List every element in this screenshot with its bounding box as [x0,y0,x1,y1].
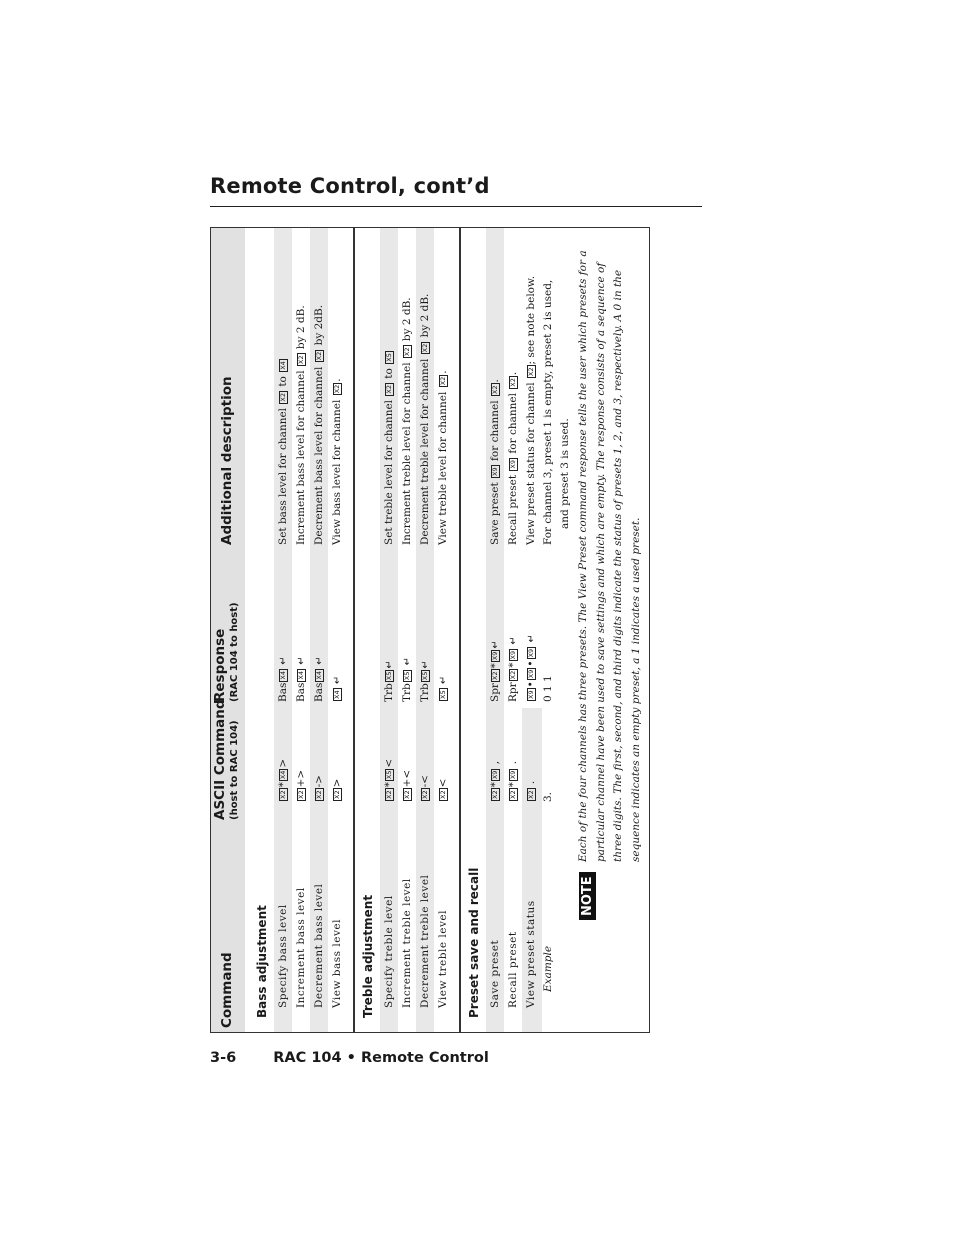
response-prefix: Trb [383,683,395,702]
section-divider [353,228,355,1032]
cell-description [416,294,434,545]
ascii-separator: * [489,782,501,788]
var-x2: X2 [403,347,411,357]
page-title: Remote Control, cont’d [210,174,490,198]
cell-ascii [522,781,540,802]
var-x2: X2 [509,378,517,387]
response-prefix: Trb [419,683,431,702]
ascii-terminator: -< [419,775,431,788]
description-text: Save preset [489,482,501,545]
cell-ascii [398,770,416,802]
header-response-sub: (RAC 104 to host) [229,602,240,702]
description-end: . [437,370,449,374]
description-end: ; see note below. [525,275,537,365]
response-separator: • [525,681,537,688]
cell-response [274,656,293,702]
table-row [398,228,416,1032]
var-x2: X2 [315,351,323,361]
return-icon: ↵ [490,640,501,649]
var-x2: X2 [491,790,499,799]
header-ascii-label: ASCII Command [212,699,228,820]
cell-description [328,378,346,545]
cell-command: Specify bass level [277,904,289,1008]
description-mid: to [383,368,395,379]
ascii-terminator: > [277,758,289,768]
header-description: Additional description [219,376,235,545]
description-text: Decrement bass level for channel [313,366,325,545]
cell-command: Decrement treble level [419,874,431,1008]
return-icon: ↵ [384,660,395,669]
cell-ascii [274,759,292,802]
description-end: . [331,378,343,382]
ascii-terminator: < [437,778,449,788]
var-x2: X2 [403,790,411,799]
note-badge: NOTE [579,872,596,920]
cell-command: View treble level [437,910,449,1008]
var-x5: X5 [403,671,411,681]
cell-response [434,676,453,702]
var-x4: X4 [297,671,305,680]
description-mid: to [277,376,289,387]
return-icon: ↵ [438,675,449,685]
cell-description [504,372,522,545]
description-text: Recall preset [507,474,519,545]
section-title-treble: Treble adjustment [361,894,375,1018]
cell-response [292,656,311,702]
cell-description [274,358,292,545]
cell-response [380,660,399,702]
description-text: Increment treble level for channel [401,362,413,545]
var-x2: X2 [279,790,287,799]
table-row [380,228,398,1032]
cell-description [486,379,504,545]
description-text: Set bass level for channel [277,407,289,545]
example-description-line-2: and preset 3 is used. [559,418,571,529]
cell-command: View bass level [331,919,343,1008]
var-x2: X2 [527,790,535,799]
var-x2: X2 [509,670,517,680]
return-icon: ↵ [296,656,307,665]
var-x2: X2 [315,790,323,799]
description-text: Decrement treble level for channel [419,358,431,545]
cell-ascii [380,759,398,802]
return-icon: ↵ [314,656,325,665]
ascii-separator: * [383,782,395,788]
table-row [504,228,522,1032]
cell-command: Recall preset [507,931,519,1008]
cell-description [292,305,310,545]
cell-description [380,350,398,545]
cell-ascii [486,761,504,802]
example-description-line-1: For channel 3, preset 1 is empty, preset 2 is used, [542,279,554,545]
table-header [211,228,245,1032]
ascii-terminator: . [525,780,537,785]
header-ascii [214,699,241,820]
var-x2: X2 [421,790,429,799]
var-x9: X9 [491,770,499,780]
cell-ascii [292,770,310,802]
response-separator: • [525,660,537,667]
description-text: Increment bass level for channel [295,370,307,545]
var-x4: X4 [315,671,323,680]
var-x9: X9 [509,459,517,469]
description-text: Set treble level for channel [383,399,395,545]
ascii-separator: * [507,782,519,788]
cell-ascii [434,779,452,802]
var-x4: X4 [279,361,287,370]
example-ascii: 3. [542,791,554,802]
note-text: Each of the four channels has three presets. The View Preset command response tells the user which presets for a particular channel have been used to save settings and which are empty. The response consists of a sequence of three digits. The first, second, and third digits indicate the status of presets 1, 2, and 3, respectively. A 0 in the sequence indicates an empty preset, a 1 indicates a used preset. [577,250,642,862]
var-x4: X4 [279,770,287,780]
description-end: by 2dB. [313,304,325,346]
cell-ascii [504,761,522,802]
cell-response [522,634,541,702]
table-row [328,228,346,1032]
ascii-terminator: . [507,760,519,765]
response-prefix: Bas [295,682,307,702]
page-footer [210,1050,489,1066]
description-text: View bass level for channel [331,399,343,545]
response-prefix: Rpr [507,682,519,702]
var-x9: X9 [527,669,535,679]
title-rule [210,206,702,207]
ascii-terminator: +> [295,769,307,788]
var-x2: X2 [439,790,447,799]
description-end: . [489,379,501,383]
ascii-terminator: > [331,778,343,788]
var-x5: X5 [439,690,447,699]
table-row [522,708,542,1032]
cell-command: Save preset [489,939,501,1008]
header-command: Command [219,952,235,1028]
cell-response [328,676,347,702]
cell-command: Specify treble level [383,895,395,1008]
description-mid: for channel [507,393,519,454]
var-x2: X2 [439,376,447,386]
return-icon: ↵ [332,675,343,685]
var-x2: X2 [279,393,287,402]
var-x9: X9 [491,467,499,476]
header-response [214,602,241,702]
cell-description [398,297,416,545]
cell-command: Increment bass level [295,887,307,1008]
var-x4: X4 [333,690,341,699]
cell-command: Increment treble level [401,878,413,1008]
command-table-wrapper [210,225,652,1033]
header-response-label: Response [212,628,228,702]
var-x5: X5 [385,353,393,362]
return-icon: ↵ [508,636,519,645]
description-text: View treble level for channel [437,391,449,545]
cell-description [310,305,328,545]
return-icon: ↵ [402,656,413,666]
section-divider [459,228,461,1032]
table-row [292,228,310,1032]
cell-response [416,660,435,702]
cell-description [522,276,540,545]
ascii-separator: * [277,782,289,788]
var-x9: X9 [527,648,535,658]
var-x2: X2 [297,355,305,365]
response-prefix: Trb [401,683,413,702]
response-prefix: Spr [489,683,501,702]
description-end: by 2 dB. [401,297,413,342]
return-icon: ↵ [526,634,537,643]
return-icon: ↵ [278,656,289,665]
var-x2: X2 [333,384,341,394]
response-separator: * [489,663,501,669]
var-x9: X9 [527,690,535,699]
var-x2: X2 [509,790,517,799]
var-x9: X9 [509,650,517,660]
response-prefix: Bas [313,682,325,702]
response-prefix: Bas [277,682,289,702]
var-x2: X2 [297,790,305,799]
ascii-terminator: +< [401,769,413,788]
command-table [210,227,650,1033]
var-x9: X9 [509,770,517,780]
cell-ascii [328,779,346,802]
cell-command: Decrement bass level [313,883,325,1008]
example-response: 0 1 1 [542,675,554,702]
table-row [310,228,328,1032]
ascii-terminator: , [489,760,501,765]
cell-response [504,636,523,702]
var-x5: X5 [421,671,429,681]
description-end: by 2 dB. [295,305,307,350]
var-x2: X2 [527,367,535,377]
section-title-bass: Bass adjustment [255,905,269,1018]
cell-command: View preset status [525,900,537,1008]
table-row [486,228,504,1032]
var-x2: X2 [385,385,393,394]
description-text: View preset status for channel [525,382,537,545]
footer-doc-title: RAC 104 • Remote Control [273,1050,489,1066]
var-x2: X2 [385,790,393,799]
section-title-preset: Preset save and recall [467,867,481,1018]
page-number: 3-6 [210,1050,237,1066]
var-x9: X9 [491,651,499,661]
response-separator: * [507,662,519,668]
ascii-terminator: -> [313,775,325,788]
cell-response [398,657,417,702]
cell-ascii [310,775,328,802]
table-row-continued [522,228,542,708]
var-x5: X5 [385,770,393,780]
return-icon: ↵ [420,660,431,669]
var-x5: X5 [385,671,393,681]
cell-ascii [416,775,434,802]
var-x2: X2 [491,671,499,681]
table-row [434,228,452,1032]
table-row [416,228,434,1032]
cell-response [310,656,329,702]
description-mid: for channel [489,400,501,461]
var-x2: X2 [491,385,499,395]
cell-description [434,370,452,545]
example-label: Example [542,945,554,992]
var-x4: X4 [279,671,287,680]
table-row [274,228,292,1032]
header-ascii-sub: (host to RAC 104) [229,720,240,820]
var-x2: X2 [421,343,429,353]
description-end: . [507,371,519,376]
description-end: by 2 dB. [419,293,431,338]
var-x2: X2 [333,790,341,799]
ascii-terminator: < [383,758,395,768]
cell-response [486,640,505,702]
